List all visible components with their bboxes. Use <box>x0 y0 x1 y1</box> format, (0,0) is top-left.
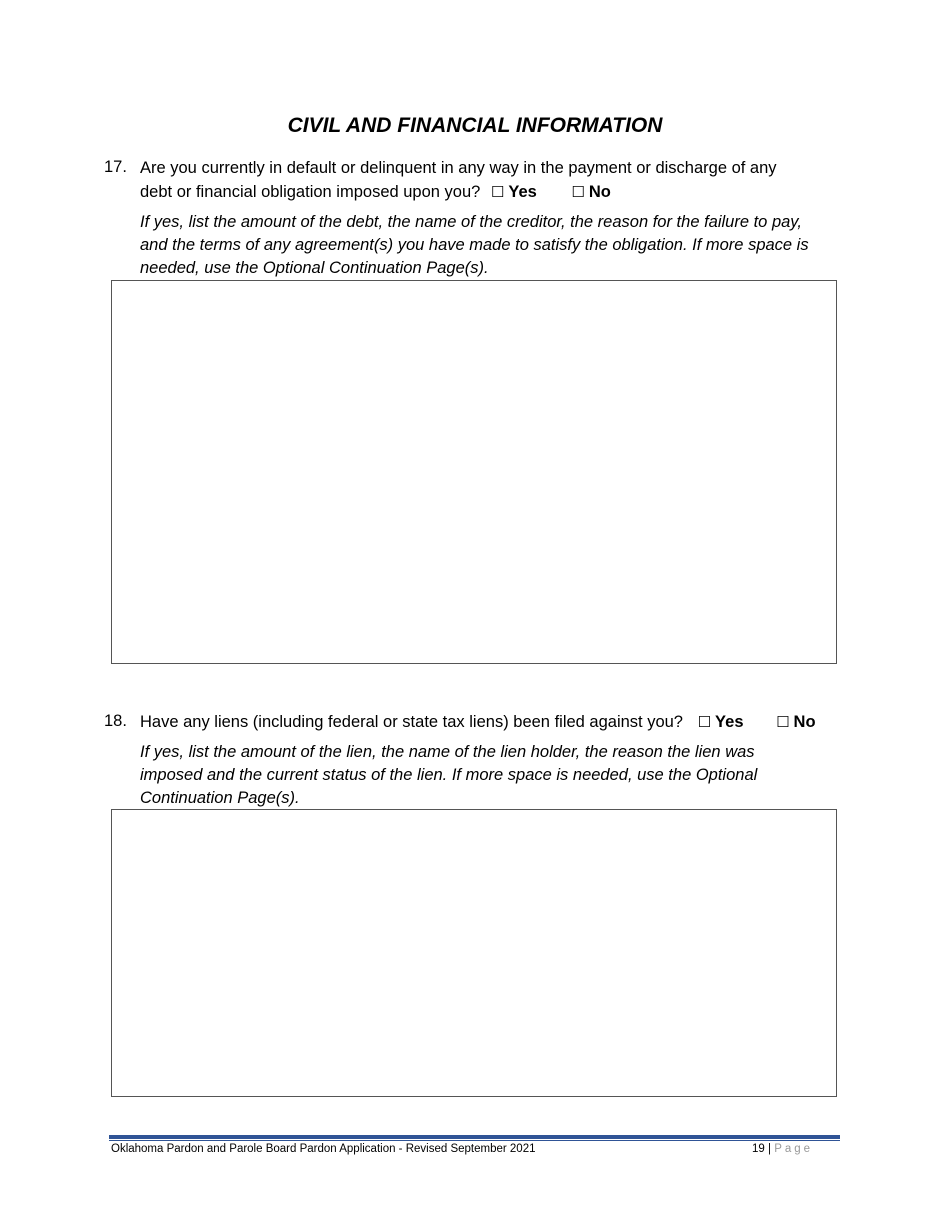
footer-rule-thin <box>109 1140 840 1141</box>
question-17-answer-box[interactable] <box>111 280 837 664</box>
question-18-yes-checkbox[interactable] <box>698 710 744 734</box>
section-title: CIVIL AND FINANCIAL INFORMATION <box>287 114 663 137</box>
question-18-no-label: No <box>793 713 816 731</box>
checkbox-icon: ☐ <box>571 183 585 201</box>
question-17-text-line2: debt or financial obligation imposed upon you? <box>140 183 481 201</box>
question-17-text-line2-row <box>140 180 611 204</box>
question-17-number: 17. <box>104 158 127 176</box>
question-18-instructions-line: If yes, list the amount of the lien, the name of the lien holder, the reason the lien was <box>140 743 755 761</box>
footer-separator: | <box>768 1143 771 1155</box>
question-18-number: 18. <box>104 712 127 730</box>
question-18-instructions-line: Continuation Page(s). <box>140 789 300 807</box>
footer-page-word: Page <box>774 1143 814 1155</box>
checkbox-icon: ☐ <box>490 183 505 201</box>
footer-rule <box>109 1135 840 1139</box>
question-17-no-label: No <box>588 183 611 201</box>
checkbox-icon: ☐ <box>776 713 790 731</box>
question-18-text-row <box>140 710 840 734</box>
question-17-instructions-line: needed, use the Optional Continuation Page(s). <box>140 259 489 277</box>
question-18-no-checkbox[interactable] <box>776 710 815 734</box>
footer-document-title: Oklahoma Pardon and Parole Board Pardon Application - Revised September 2021 <box>111 1143 536 1155</box>
footer-page-indicator <box>752 1143 813 1155</box>
question-18-instructions-line: imposed and the current status of the lien. If more space is needed, use the Optional <box>140 766 758 784</box>
question-17-text-line1: Are you currently in default or delinquent in any way in the payment or discharge of any <box>140 159 777 177</box>
question-17-yes-checkbox[interactable] <box>491 180 537 204</box>
question-17-yes-label: Yes <box>508 183 537 201</box>
footer-page-number: 19 <box>752 1143 765 1155</box>
question-17-instructions-line: If yes, list the amount of the debt, the name of the creditor, the reason for the failure to pay, <box>140 213 802 231</box>
question-17-no-checkbox[interactable] <box>571 180 610 204</box>
question-18-instructions <box>140 741 850 810</box>
question-17-instructions-line: and the terms of any agreement(s) you have made to satisfy the obligation. If more space is <box>140 236 809 254</box>
question-18-answer-box[interactable] <box>111 809 837 1097</box>
question-18-yes-label: Yes <box>715 713 744 731</box>
question-17-instructions <box>140 211 850 280</box>
question-18-text: Have any liens (including federal or state tax liens) been filed against you? <box>140 713 683 731</box>
checkbox-icon: ☐ <box>697 713 712 731</box>
